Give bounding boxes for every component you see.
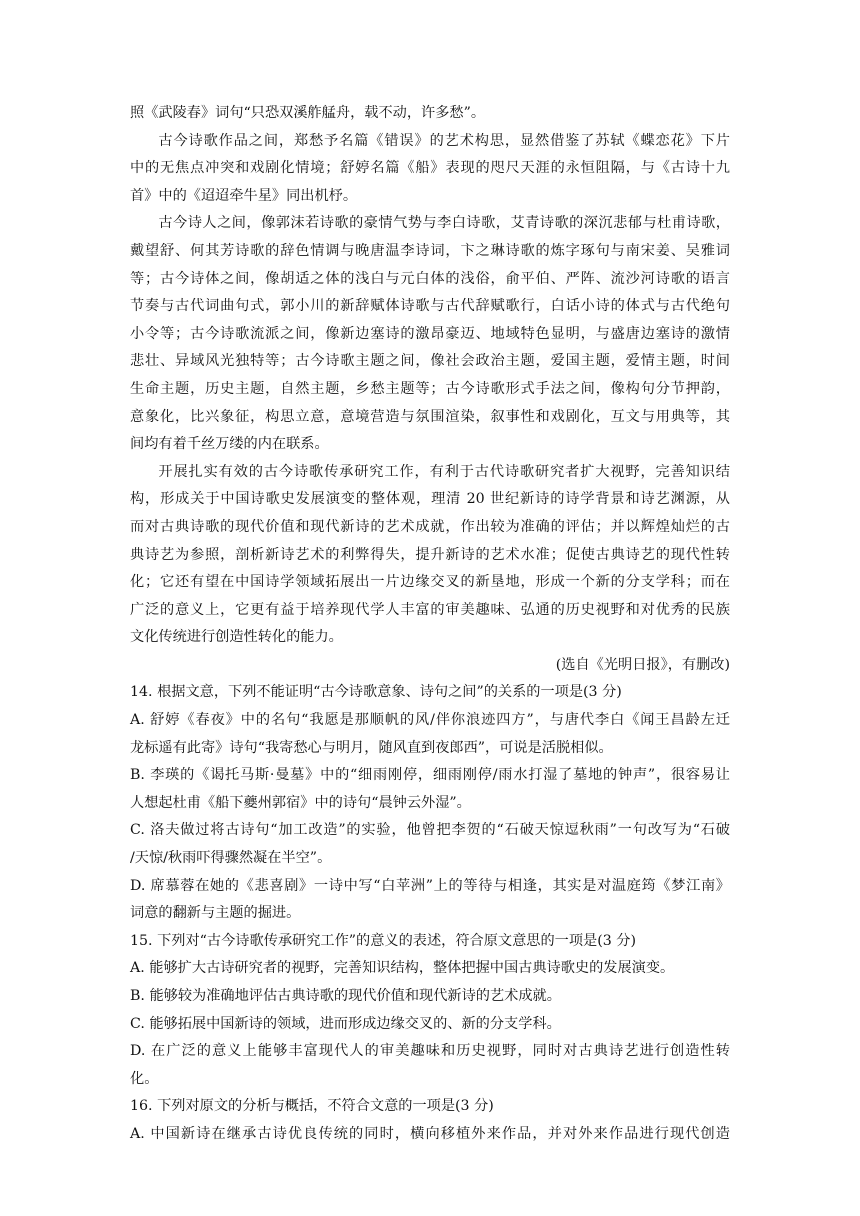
question-16 bbox=[130, 1093, 730, 1148]
paragraph-line: 节奏与古代词曲句式，郭小川的新辞赋体诗歌与古代辞赋歌行，白话小诗的体式与古代绝句 bbox=[130, 298, 730, 315]
option-a-continued: 龙标遥有此寄》诗句“我寄愁心与明月，随风直到夜郎西”，可说是活脱相似。 bbox=[130, 739, 613, 756]
source-citation: (选自《光明日报》，有删改) bbox=[555, 656, 730, 673]
option-c: C. 洛夫做过将古诗句“加工改造”的实验，他曾把李贺的“石破天惊逗秋雨”一句改写为“石破 bbox=[130, 822, 730, 839]
paragraph-research-work bbox=[130, 459, 730, 652]
paragraph-line: 悲壮、异域风光独特等；古今诗歌主题之间，像社会政治主题，爱国主题，爱情主题，时间 bbox=[130, 353, 730, 370]
paragraph-line: 意象化，比兴象征，构思立意，意境营造与氛围渲染，叙事性和戏剧化，互文与用典等，其 bbox=[130, 408, 730, 425]
question-stem: 16. 下列对原文的分析与概括，不符合文意的一项是(3 分) bbox=[130, 1098, 494, 1115]
paragraph-continuation-line: 照《武陵春》词句“只恐双溪舴艋舟，载不动，许多愁”。 bbox=[130, 105, 486, 121]
paragraph-line: 古今诗人之间，像郭沫若诗歌的豪情气势与李白诗歌，艾青诗歌的深沉悲郁与杜甫诗歌， bbox=[158, 215, 730, 232]
option-a: A. 舒婷《春夜》中的名句“我愿是那顺帆的风/伴你浪迹四方”，与唐代李白《闻王昌龄左迁 bbox=[130, 712, 730, 729]
question-stem: 15. 下列对“古今诗歌传承研究工作”的意义的表述，符合原文意思的一项是(3 分) bbox=[130, 932, 637, 949]
paragraph-line: 古今诗歌作品之间，郑愁予名篇《错误》的艺术构思，显然借鉴了苏轼《蝶恋花》下片 bbox=[158, 132, 730, 149]
paragraph-line: 广泛的意义上，它更有益于培养现代学人丰富的审美趣味、弘通的历史视野和对优秀的民族 bbox=[130, 601, 730, 618]
document-page bbox=[130, 100, 730, 1149]
paragraph-line: 化；它还有望在中国诗学领域拓展出一片边缘交叉的新垦地，形成一个新的分支学科；而在 bbox=[130, 574, 730, 591]
option-d-continued: 词意的翻新与主题的掘进。 bbox=[130, 905, 301, 922]
option-b: B. 李瑛的《谒托马斯·曼墓》中的“细雨刚停，细雨刚停/雨水打湿了墓地的钟声”，很容易让 bbox=[130, 767, 730, 784]
paragraph-line: 而对古典诗歌的现代价值和现代新诗的艺术成就，作出较为准确的评估；并以辉煌灿烂的古 bbox=[130, 518, 730, 535]
question-14 bbox=[130, 679, 730, 927]
paragraph-line: 开展扎实有效的古今诗歌传承研究工作，有利于古代诗歌研究者扩大视野，完善知识结 bbox=[158, 463, 730, 480]
option-b-continued: 人想起杜甫《船下夔州郭宿》中的诗句“晨钟云外湿”。 bbox=[130, 794, 471, 811]
option-c: C. 能够拓展中国新诗的领域，进而形成边缘交叉的、新的分支学科。 bbox=[130, 1015, 561, 1032]
paragraph-poets bbox=[130, 210, 730, 458]
paragraph-zheng-chouyu bbox=[130, 128, 730, 211]
option-c-continued: /天惊/秋雨吓得骤然凝在半空”。 bbox=[130, 850, 332, 867]
paragraph-line: 首》中的《迢迢牵牛星》同出机杼。 bbox=[130, 187, 358, 204]
paragraph-line: 中的无焦点冲突和戏剧化情境；舒婷名篇《船》表现的咫尺天涯的永恒阻隔，与《古诗十九 bbox=[130, 160, 730, 177]
question-15 bbox=[130, 928, 730, 1094]
option-d: D. 席慕蓉在她的《悲喜剧》一诗中写“白苹洲”上的等待与相逢，其实是对温庭筠《梦江南》 bbox=[130, 877, 730, 894]
question-stem: 14. 根据文意，下列不能证明“古今诗歌意象、诗句之间”的关系的一项是(3 分) bbox=[130, 684, 622, 701]
paragraph-line: 间均有着千丝万缕的内在联系。 bbox=[130, 436, 329, 453]
paragraph-line: 典诗艺为参照，剖析新诗艺术的利弊得失，提升新诗的艺术水准；促使古典诗艺的现代性转 bbox=[130, 546, 730, 563]
paragraph-line: 戴望舒、何其芳诗歌的辞色情调与晚唐温李诗词，卞之琳诗歌的炼字琢句与南宋姜、吴雅词 bbox=[130, 242, 730, 259]
paragraph-line: 文化传统进行创造性转化的能力。 bbox=[130, 629, 343, 646]
paragraph-line: 生命主题，历史主题，自然主题，乡愁主题等；古今诗歌形式手法之间，像构句分节押韵， bbox=[130, 380, 730, 397]
option-a: A. 中国新诗在继承古诗优良传统的同时，横向移植外来作品，并对外来作品进行现代创造 bbox=[130, 1125, 730, 1142]
option-d: D. 在广泛的意义上能够丰富现代人的审美趣味和历史视野，同时对古典诗艺进行创造性转 bbox=[130, 1043, 730, 1060]
option-b: B. 能够较为准确地评估古典诗歌的现代价值和现代新诗的艺术成就。 bbox=[130, 988, 561, 1004]
paragraph-line: 等；古今诗体之间，像胡适之体的浅白与元白体的浅俗，俞平伯、严阵、流沙河诗歌的语言 bbox=[130, 270, 730, 287]
paragraph-line: 小令等；古今诗歌流派之间，像新边塞诗的激昂豪迈、地域特色显明，与盛唐边塞诗的激情 bbox=[130, 325, 730, 342]
option-d-continued: 化。 bbox=[130, 1070, 159, 1087]
option-a: A. 能够扩大古诗研究者的视野，完善知识结构，整体把握中国古典诗歌史的发展演变。 bbox=[130, 960, 675, 977]
paragraph-line: 构，形成关于中国诗歌史发展演变的整体观，理清 20 世纪新诗的诗学背景和诗艺渊源，从 bbox=[130, 491, 730, 508]
